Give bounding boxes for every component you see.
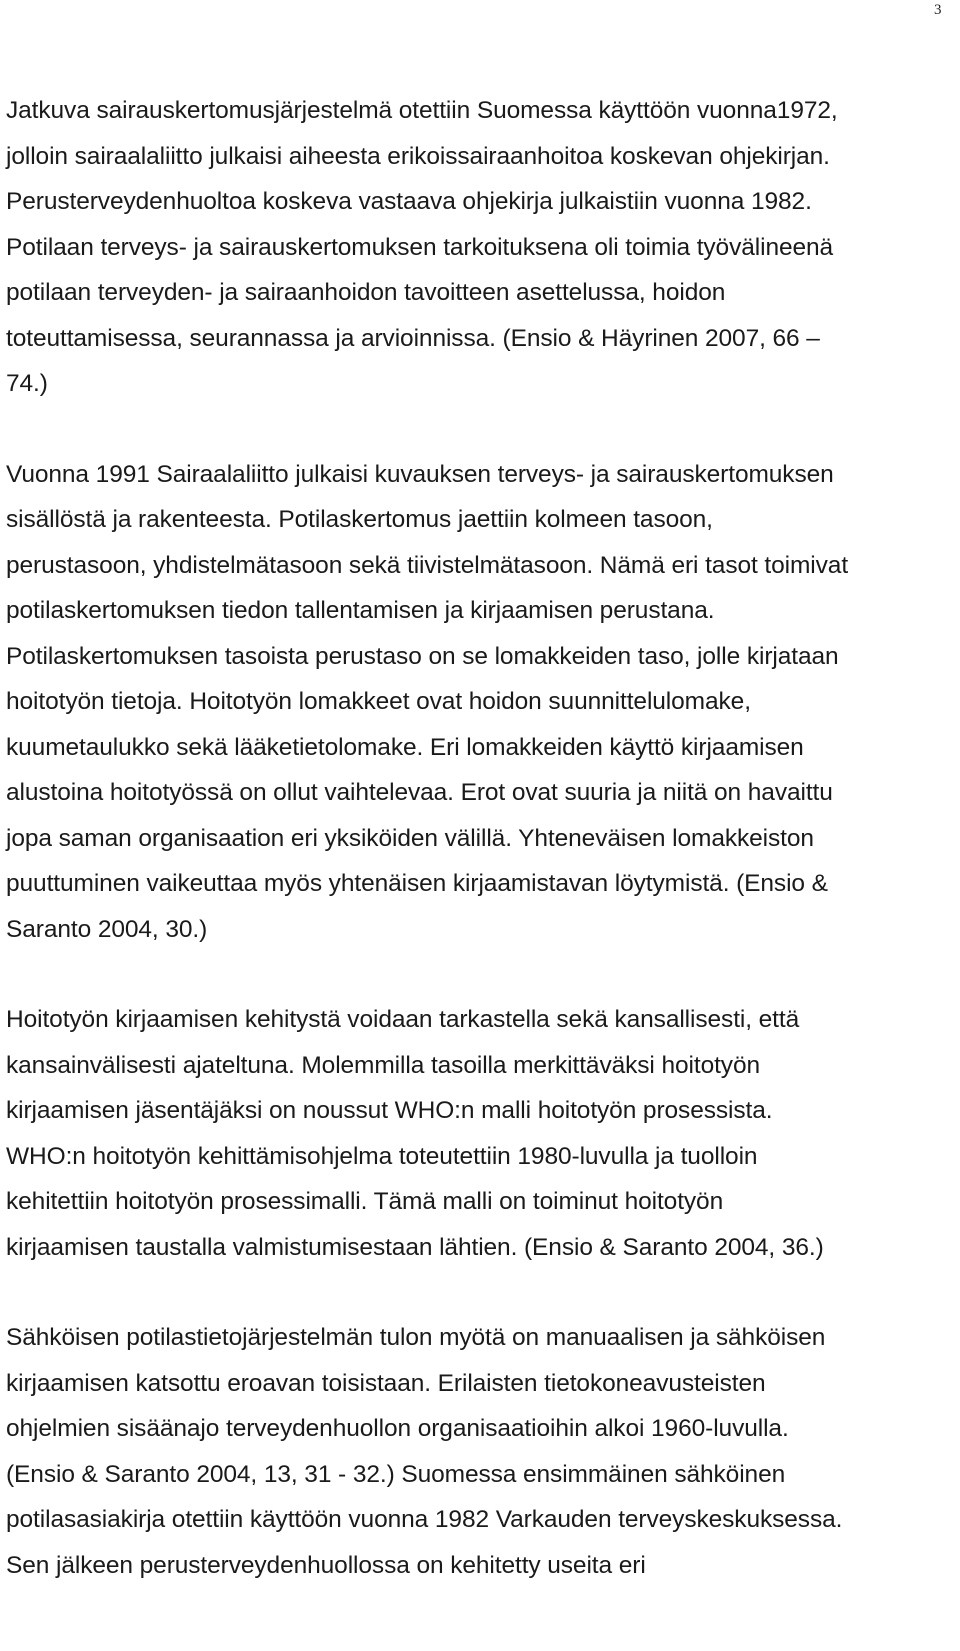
text-line: puuttuminen vaikeuttaa myös yhtenäisen kirjaamistavan löytymistä. (Ensio & <box>6 870 828 897</box>
text-line: Potilaskertomuksen tasoista perustaso on se lomakkeiden taso, jolle kirjataan <box>6 642 839 670</box>
text-line: kirjaamisen katsottu eroavan toisistaan. Erilaisten tietokoneavusteisten <box>6 1369 766 1397</box>
text-line: perustasoon, yhdistelmätasoon sekä tiivistelmätasoon. Nämä eri tasot toimivat <box>6 551 849 579</box>
text-line: kirjaamisen jäsentäjäksi on noussut WHO:n malli hoitotyön prosessista. <box>6 1097 773 1124</box>
text-line: Sen jälkeen perusterveydenhuollossa on kehitetty useita eri <box>6 1551 646 1579</box>
text-line: sisällöstä ja rakenteesta. Potilaskertomus jaettiin kolmeen tasoon, <box>6 506 713 533</box>
text-line: jolloin sairaalaliitto julkaisi aiheesta erikoissairaanhoitoa koskevan ohjekirjan. <box>6 142 830 170</box>
text-line: WHO:n hoitotyön kehittämisohjelma toteutettiin 1980-luvulla ja tuolloin <box>6 1142 758 1170</box>
text-line: Hoitotyön kirjaamisen kehitystä voidaan tarkastella sekä kansallisesti, että <box>6 1006 800 1033</box>
paragraph-2 <box>6 452 956 953</box>
page-number: 3 <box>934 2 942 18</box>
text-line: toteuttamisessa, seurannassa ja arvioinnissa. (Ensio & Häyrinen 2007, 66 – <box>6 324 820 352</box>
text-line: Vuonna 1991 Sairaalaliitto julkaisi kuvauksen terveys- ja sairauskertomuksen <box>6 460 834 488</box>
paragraph-4 <box>6 1315 956 1588</box>
text-line: jopa saman organisaation eri yksiköiden välillä. Yhteneväisen lomakkeiston <box>6 824 814 852</box>
text-line: alustoina hoitotyössä on ollut vaihtelevaa. Erot ovat suuria ja niitä on havaittu <box>6 779 833 806</box>
text-line: Sähköisen potilastietojärjestelmän tulon myötä on manuaalisen ja sähköisen <box>6 1324 826 1351</box>
text-line: potilasasiakirja otettiin käyttöön vuonna 1982 Varkauden terveyskeskuksessa. <box>6 1506 843 1533</box>
paragraph-1 <box>6 88 956 407</box>
text-line: Potilaan terveys- ja sairauskertomuksen tarkoituksena oli toimia työvälineenä <box>6 233 834 261</box>
text-line: potilaan terveyden- ja sairaanhoidon tavoitteen asettelussa, hoidon <box>6 279 726 306</box>
text-line: (Ensio & Saranto 2004, 13, 31 - 32.) Suomessa ensimmäinen sähköinen <box>6 1460 786 1488</box>
paragraph-3 <box>6 997 956 1270</box>
text-line: hoitotyön tietoja. Hoitotyön lomakkeet ovat hoidon suunnittelulomake, <box>6 688 751 715</box>
text-line: Jatkuva sairauskertomusjärjestelmä otettiin Suomessa käyttöön vuonna1972, <box>6 97 838 124</box>
text-line: kehitettiin hoitotyön prosessimalli. Tämä malli on toiminut hoitotyön <box>6 1188 724 1215</box>
document-body <box>6 88 956 1633</box>
text-line: Perusterveydenhuoltoa koskeva vastaava ohjekirja julkaistiin vuonna 1982. <box>6 188 812 215</box>
text-line: ohjelmien sisäänajo terveydenhuollon organisaatioihin alkoi 1960-luvulla. <box>6 1415 789 1442</box>
text-line: kirjaamisen taustalla valmistumisestaan lähtien. (Ensio & Saranto 2004, 36.) <box>6 1233 824 1261</box>
text-line: kansainvälisesti ajateltuna. Molemmilla tasoilla merkittäväksi hoitotyön <box>6 1051 760 1079</box>
text-line: Saranto 2004, 30.) <box>6 915 208 943</box>
text-line: potilaskertomuksen tiedon tallentamisen ja kirjaamisen perustana. <box>6 597 715 624</box>
text-line: 74.) <box>6 370 48 397</box>
text-line: kuumetaulukko sekä lääketietolomake. Eri lomakkeiden käyttö kirjaamisen <box>6 733 804 761</box>
